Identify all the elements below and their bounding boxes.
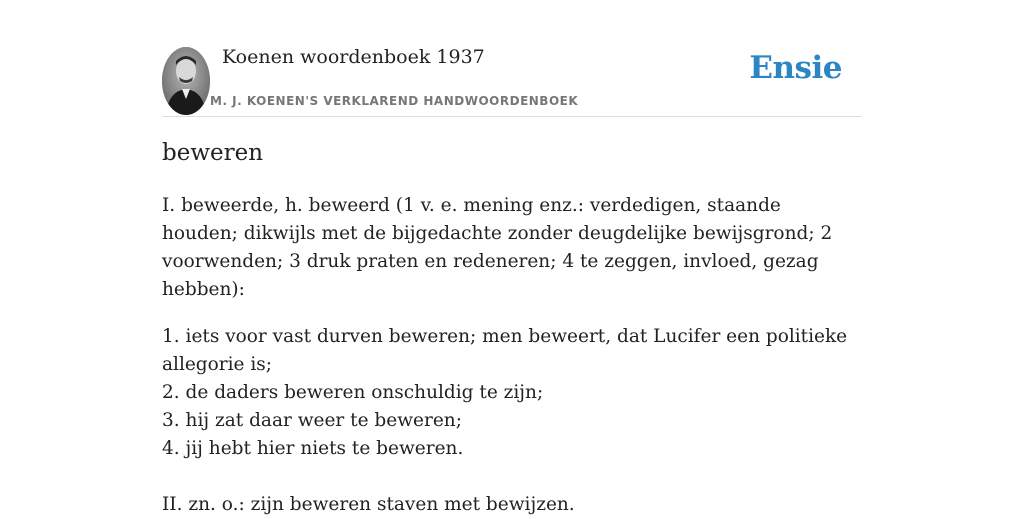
example-line: 2. de daders beweren onschuldig te zijn; [162, 382, 544, 403]
site-title[interactable]: Koenen woordenboek 1937 [222, 46, 485, 68]
ensie-logo-link[interactable]: Ensie [749, 50, 842, 86]
examples-list [162, 323, 862, 463]
headword: beweren [162, 140, 264, 166]
site-header [162, 38, 862, 117]
definition-paragraph: I. beweerde, h. beweerd (1 v. e. mening enz.: verdedigen, staande houden; dikwijls met de bijgedachte zonder deugdelijke bewijsgrond; 2 voorwenden; 3 druk praten en redeneren; 4 te zeggen, invloed, gezag hebben): [162, 195, 833, 300]
second-sense-paragraph: II. zn. o.: zijn beweren staven met bewijzen. [162, 494, 575, 515]
dictionary-subtitle: M. J. KOENEN'S VERKLAREND HANDWOORDENBOEK [210, 94, 579, 108]
example-line: 4. jij hebt hier niets te beweren. [162, 438, 464, 459]
entry-content [162, 192, 862, 519]
example-line: 3. hij zat daar weer te beweren; [162, 410, 462, 431]
page [162, 0, 862, 515]
example-line: 1. iets voor vast durven beweren; men beweert, dat Lucifer een politieke allegorie is; [162, 326, 848, 375]
author-portrait-icon [162, 47, 210, 115]
